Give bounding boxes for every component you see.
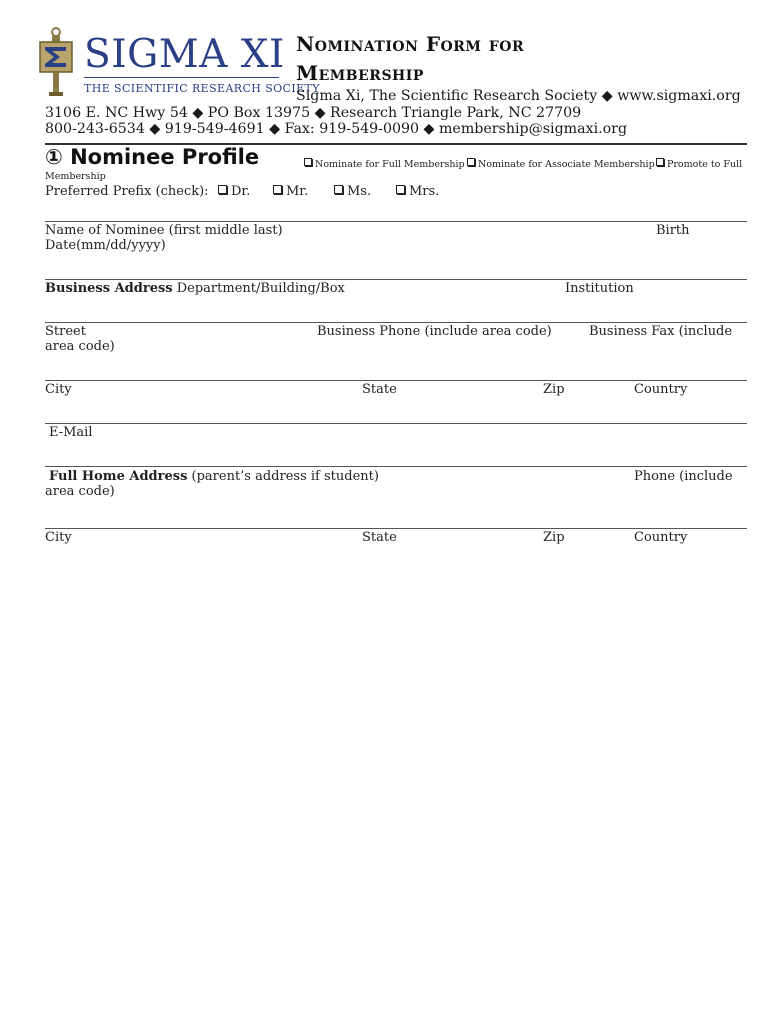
business-fax-label: Business Fax (include: [589, 324, 733, 339]
option-promote-full[interactable]: Promote to Full: [656, 158, 742, 170]
prefix-mr[interactable]: Mr.: [273, 184, 308, 199]
checkbox-icon[interactable]: [218, 185, 227, 194]
country-label: Country: [634, 382, 688, 397]
checkbox-icon[interactable]: [467, 158, 475, 166]
home-phone-label-wrap: area code): [45, 484, 115, 499]
city-label: City: [45, 382, 72, 397]
birth-date-label: Date(mm/dd/yyyy): [45, 238, 166, 253]
checkbox-icon[interactable]: [334, 185, 343, 194]
home-address-field-line[interactable]: [45, 466, 747, 467]
email-label: E-Mail: [49, 425, 93, 440]
street-label: Street: [45, 324, 86, 339]
checkbox-icon[interactable]: [273, 185, 282, 194]
section-title: Nominee Profile: [70, 145, 260, 169]
section-number: ①: [45, 145, 63, 169]
logo-tagline: THE SCIENTIFIC RESEARCH SOCIETY: [84, 82, 320, 95]
option-full-membership[interactable]: Nominate for Full Membership: [304, 158, 465, 170]
sigma-xi-logo: [36, 26, 320, 100]
prefix-label: Preferred Prefix (check):: [45, 184, 209, 199]
city-field-line[interactable]: [45, 380, 747, 381]
business-address-field-line[interactable]: [45, 279, 747, 280]
home-phone-label: Phone (include: [634, 469, 733, 484]
option-promote-full-wrap: Membership: [45, 171, 106, 182]
address-line: 3106 E. NC Hwy 54 ◆ PO Box 13975 ◆ Research Triangle Park, NC 27709: [45, 105, 582, 121]
option-associate-membership[interactable]: Nominate for Associate Membership: [467, 158, 655, 170]
prefix-dr[interactable]: Dr.: [218, 184, 250, 199]
email-field-line[interactable]: [45, 423, 747, 424]
home-city-field-line[interactable]: [45, 528, 747, 529]
sigma-xi-torch-emblem-icon: [36, 26, 76, 98]
business-address-label: Business Address Department/Building/Box: [45, 281, 345, 296]
home-city-label: City: [45, 530, 72, 545]
business-phone-label: Business Phone (include area code): [317, 324, 552, 339]
checkbox-icon[interactable]: [656, 158, 664, 166]
logo-wordmark: SIGMA XI: [84, 32, 285, 77]
section-heading: [45, 145, 259, 169]
zip-label: Zip: [543, 382, 565, 397]
state-label: State: [362, 382, 397, 397]
logo-divider: [84, 77, 279, 78]
nominee-name-label: Name of Nominee (first middle last): [45, 223, 283, 238]
street-field-line[interactable]: [45, 322, 747, 323]
checkbox-icon[interactable]: [304, 158, 312, 166]
birth-label: Birth: [656, 223, 690, 238]
prefix-ms[interactable]: Ms.: [334, 184, 371, 199]
prefix-mrs[interactable]: Mrs.: [396, 184, 439, 199]
home-zip-label: Zip: [543, 530, 565, 545]
form-title: [296, 30, 524, 88]
name-field-line[interactable]: [45, 221, 747, 222]
business-fax-label-wrap: area code): [45, 339, 115, 354]
home-state-label: State: [362, 530, 397, 545]
home-address-label: Full Home Address (parent’s address if student): [49, 469, 379, 484]
org-line: Sigma Xi, The Scientific Research Society ◆ www.sigmaxi.org: [296, 88, 741, 104]
phone-line: 800-243-6534 ◆ 919-549-4691 ◆ Fax: 919-549-0090 ◆ membership@sigmaxi.org: [45, 121, 628, 137]
form-title-line2: Membership: [296, 61, 424, 85]
institution-label: Institution: [565, 281, 634, 296]
checkbox-icon[interactable]: [396, 185, 405, 194]
form-title-line1: Nomination Form for: [296, 32, 525, 56]
home-country-label: Country: [634, 530, 688, 545]
